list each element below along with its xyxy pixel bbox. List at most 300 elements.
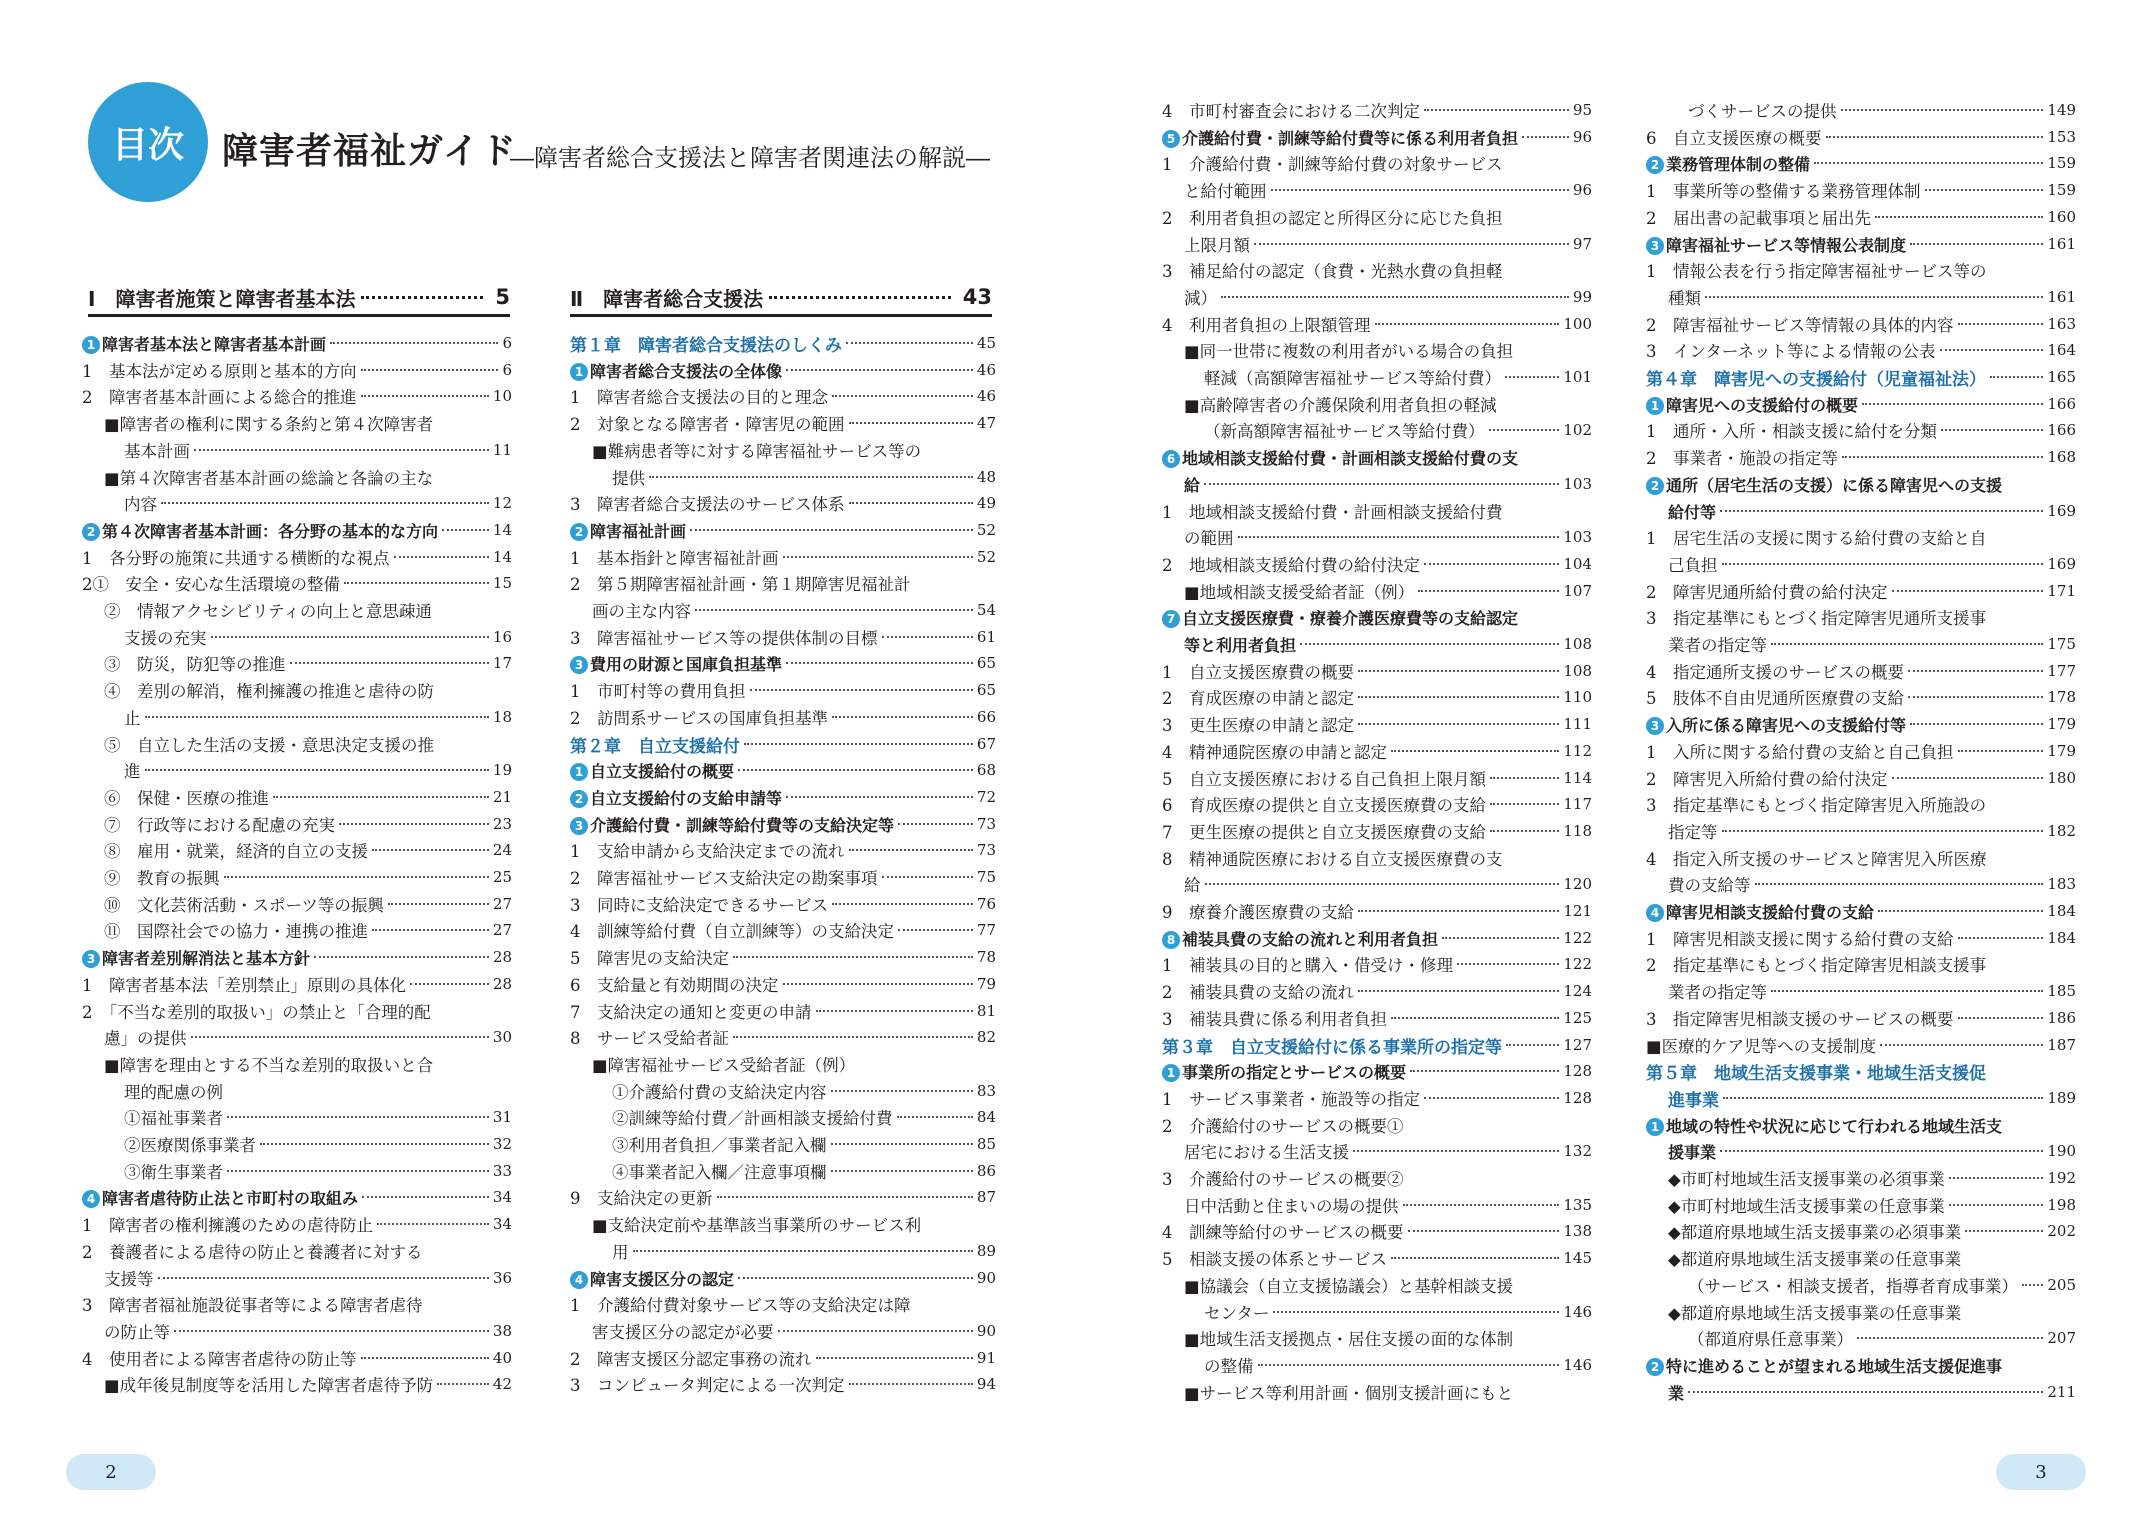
page-ref: 121 xyxy=(1563,902,1592,920)
entry-title: 5 肢体不自由児通所医療費の支給 xyxy=(1646,689,1904,708)
toc-section[interactable] xyxy=(1646,898,2076,924)
leader-dots xyxy=(145,716,489,718)
toc-entry[interactable] xyxy=(1668,551,2076,577)
toc-entry[interactable] xyxy=(1162,1005,1592,1031)
toc-entry[interactable] xyxy=(570,570,996,596)
toc-entry[interactable] xyxy=(104,837,512,863)
page-ref: 138 xyxy=(1563,1222,1592,1240)
leader-dots xyxy=(1862,403,2043,405)
toc-entry[interactable] xyxy=(570,1371,996,1397)
toc-entry[interactable] xyxy=(1688,1325,2076,1351)
entry-title: ◆都道府県地域生活支援事業の任意事業 xyxy=(1668,1250,1962,1269)
toc-entry[interactable] xyxy=(1668,978,2076,1004)
leader-dots xyxy=(410,983,489,985)
toc-entry[interactable] xyxy=(104,1024,512,1050)
toc-entry[interactable] xyxy=(104,464,512,490)
toc-section[interactable] xyxy=(570,650,996,676)
toc-entry[interactable] xyxy=(82,1238,512,1264)
leader-dots xyxy=(273,796,489,798)
page-ref: 87 xyxy=(976,1188,996,1206)
part-heading-1[interactable] xyxy=(88,280,510,317)
toc-entry[interactable] xyxy=(1668,1165,2076,1191)
toc-section[interactable] xyxy=(1646,1352,2076,1378)
toc-entry[interactable] xyxy=(1646,791,2076,817)
leader-dots xyxy=(1506,1044,1559,1046)
toc-entry[interactable] xyxy=(82,1211,512,1237)
toc-entry[interactable] xyxy=(612,464,996,490)
toc-entry[interactable] xyxy=(124,490,512,516)
toc-section[interactable] xyxy=(570,784,996,810)
toc-entry[interactable] xyxy=(82,1291,512,1317)
toc-entry[interactable] xyxy=(570,837,996,863)
toc-section[interactable] xyxy=(570,811,996,837)
toc-entry[interactable] xyxy=(104,597,512,623)
entry-title: ③利用者負担／事業者記入欄 xyxy=(612,1136,827,1155)
toc-entry[interactable] xyxy=(104,917,512,943)
toc-entry[interactable] xyxy=(104,650,512,676)
toc-entry[interactable] xyxy=(104,864,512,890)
section-number-icon: 3 xyxy=(570,817,588,835)
toc-section[interactable] xyxy=(1162,604,1592,630)
toc-entry[interactable] xyxy=(124,1104,512,1130)
entry-title: ■医療的ケア児等への支援制度 xyxy=(1646,1037,1877,1056)
toc-entry[interactable] xyxy=(570,1291,996,1317)
leader-dots xyxy=(1722,563,2044,565)
leader-dots xyxy=(361,296,483,299)
page-ref: 179 xyxy=(2047,715,2076,733)
toc-entry[interactable] xyxy=(1162,1218,1592,1244)
toc-entry[interactable] xyxy=(104,1265,512,1291)
entry-title: 1 各分野の施策に共通する横断的な視点 xyxy=(82,549,390,568)
toc-entry[interactable] xyxy=(1162,845,1592,871)
toc-section[interactable] xyxy=(570,517,996,543)
toc-entry[interactable] xyxy=(1162,1245,1592,1271)
toc-entry[interactable] xyxy=(1646,684,2076,710)
page-ref: 61 xyxy=(976,628,996,646)
toc-section[interactable] xyxy=(570,357,996,383)
entry-title: 3 補装具費に係る利用者負担 xyxy=(1162,1010,1387,1029)
toc-entry[interactable] xyxy=(1162,711,1592,737)
page-ref: 108 xyxy=(1563,662,1592,680)
toc-entry[interactable] xyxy=(612,1158,996,1184)
toc-entry[interactable] xyxy=(1162,978,1592,1004)
section-number-icon: 3 xyxy=(1646,237,1664,255)
leader-dots xyxy=(1771,990,2043,992)
page-ref: 10 xyxy=(492,387,512,405)
toc-section[interactable] xyxy=(1184,471,1592,497)
entry-title: 種類 xyxy=(1668,289,1701,308)
toc-entry[interactable] xyxy=(1668,1192,2076,1218)
toc-chapter[interactable] xyxy=(570,330,996,356)
section-number-icon: 3 xyxy=(570,656,588,674)
page-ref: 120 xyxy=(1563,875,1592,893)
section-number-icon: 1 xyxy=(1646,397,1664,415)
toc-entry[interactable] xyxy=(1162,204,1592,230)
toc-entry[interactable] xyxy=(1646,925,2076,951)
page-ref: 77 xyxy=(976,921,996,939)
toc-entry[interactable] xyxy=(104,677,512,703)
entry-title: ①福祉事業者 xyxy=(124,1109,223,1128)
toc-entry[interactable] xyxy=(1184,1379,1592,1405)
leader-dots xyxy=(816,1357,973,1359)
leader-dots xyxy=(738,769,973,771)
toc-entry[interactable] xyxy=(1646,337,2076,363)
toc-entry[interactable] xyxy=(82,357,512,383)
toc-entry[interactable] xyxy=(1184,1192,1592,1218)
toc-entry[interactable] xyxy=(1646,1005,2076,1031)
toc-entry[interactable] xyxy=(124,757,512,783)
toc-entry[interactable] xyxy=(1162,765,1592,791)
toc-entry[interactable] xyxy=(1184,177,1592,203)
entry-title: 2 障害児入所給付費の給付決定 xyxy=(1646,770,1888,789)
entry-title: 1 通所・入所・相談支援に給付を分類 xyxy=(1646,422,1937,441)
toc-entry[interactable] xyxy=(1646,311,2076,337)
toc-entry[interactable] xyxy=(1646,765,2076,791)
toc-entry[interactable] xyxy=(1688,97,2076,123)
toc-entry[interactable] xyxy=(570,864,996,890)
toc-entry[interactable] xyxy=(1162,150,1592,176)
entry-title: 9 支給決定の更新 xyxy=(570,1189,713,1208)
toc-entry[interactable] xyxy=(570,998,996,1024)
page-ref: 111 xyxy=(1563,715,1592,733)
toc-entry[interactable] xyxy=(1184,1325,1592,1351)
entry-title: 内容 xyxy=(124,495,157,514)
toc-section[interactable] xyxy=(570,1265,996,1291)
toc-section[interactable] xyxy=(1646,1112,2076,1138)
toc-entry[interactable] xyxy=(1162,898,1592,924)
entry-title: 提供 xyxy=(612,469,645,488)
toc-entry[interactable] xyxy=(570,891,996,917)
toc-chapter[interactable] xyxy=(1646,364,2076,390)
toc-entry[interactable] xyxy=(570,704,996,730)
entry-title: 8 精神通院医療における自立支援医療費の支 xyxy=(1162,850,1503,869)
page-ref: 175 xyxy=(2047,635,2076,653)
entry-title: と給付範囲 xyxy=(1184,182,1267,201)
toc-section[interactable] xyxy=(1646,231,2076,257)
leader-dots xyxy=(816,1010,973,1012)
toc-entry[interactable] xyxy=(104,1051,512,1077)
entry-title: 2 届出書の記載事項と届出先 xyxy=(1646,209,1871,228)
toc-entry[interactable] xyxy=(1646,845,2076,871)
page-ref: 202 xyxy=(2047,1222,2076,1240)
toc-entry[interactable] xyxy=(1668,1299,2076,1325)
toc-entry[interactable] xyxy=(1184,524,1592,550)
leader-dots xyxy=(1705,296,2043,298)
leader-dots xyxy=(1857,1337,2043,1339)
toc-entry[interactable] xyxy=(1668,871,2076,897)
toc-entry[interactable] xyxy=(612,1078,996,1104)
page-ref: 16 xyxy=(492,628,512,646)
leader-dots xyxy=(1910,243,2043,245)
toc-entry[interactable] xyxy=(570,1345,996,1371)
toc-entry[interactable] xyxy=(1162,791,1592,817)
toc-entry[interactable] xyxy=(1646,951,2076,977)
entry-title: 8 サービス受給者証 xyxy=(570,1029,729,1048)
toc-section[interactable] xyxy=(1668,498,2076,524)
entry-title: ■サービス等利用計画・個別支援計画にもと xyxy=(1184,1384,1514,1403)
toc-entry[interactable] xyxy=(592,597,996,623)
toc-section[interactable] xyxy=(1162,444,1592,470)
page-ref: 68 xyxy=(976,761,996,779)
toc-entry[interactable] xyxy=(570,383,996,409)
toc-section[interactable] xyxy=(82,1184,512,1210)
toc-entry[interactable] xyxy=(1162,498,1592,524)
page-ref: 128 xyxy=(1563,1062,1592,1080)
toc-entry[interactable] xyxy=(1668,631,2076,657)
leader-dots xyxy=(1875,216,2043,218)
toc-entry[interactable] xyxy=(1162,551,1592,577)
toc-entry[interactable] xyxy=(104,891,512,917)
entry-title: 2 第５期障害福祉計画・第１期障害児福祉計 xyxy=(570,575,911,594)
toc-entry[interactable] xyxy=(1162,97,1592,123)
toc-entry[interactable] xyxy=(592,1318,996,1344)
toc-entry[interactable] xyxy=(82,971,512,997)
toc-entry[interactable] xyxy=(1184,231,1592,257)
toc-section[interactable] xyxy=(1646,711,2076,737)
entry-title: 2 障害者基本計画による総合的推進 xyxy=(82,388,357,407)
toc-section[interactable] xyxy=(570,757,996,783)
toc-entry[interactable] xyxy=(1162,818,1592,844)
toc-entry[interactable] xyxy=(570,677,996,703)
page-ref: 186 xyxy=(2047,1009,2076,1027)
toc-entry[interactable] xyxy=(1646,124,2076,150)
entry-title: ⑨ 教育の振興 xyxy=(104,869,220,888)
leader-dots xyxy=(897,1116,973,1118)
leader-dots xyxy=(260,1143,489,1145)
toc-entry[interactable] xyxy=(1184,1138,1592,1164)
section-number-icon: 7 xyxy=(1162,610,1180,628)
toc-entry[interactable] xyxy=(124,437,512,463)
entry-title: 障害者虐待防止法と市町村の取組み xyxy=(102,1188,359,1208)
toc-entry[interactable] xyxy=(104,731,512,757)
toc-entry[interactable] xyxy=(82,998,512,1024)
toc-entry[interactable] xyxy=(1646,578,2076,604)
toc-entry[interactable] xyxy=(82,570,512,596)
toc-entry[interactable] xyxy=(570,490,996,516)
leader-dots xyxy=(1300,643,1559,645)
leader-dots xyxy=(1958,937,2044,939)
toc-entry[interactable] xyxy=(1162,1165,1592,1191)
toc-section[interactable] xyxy=(1668,1379,2076,1405)
toc-entry[interactable] xyxy=(592,1211,996,1237)
leader-dots xyxy=(1892,590,2044,592)
toc-entry[interactable] xyxy=(1204,417,1592,443)
toc-section[interactable] xyxy=(1162,1058,1592,1084)
toc-entry[interactable] xyxy=(1668,1218,2076,1244)
leader-dots xyxy=(1418,590,1559,592)
toc-entry[interactable] xyxy=(1668,284,2076,310)
toc-entry[interactable] xyxy=(1668,1245,2076,1271)
toc-entry[interactable] xyxy=(612,1104,996,1130)
toc-section[interactable] xyxy=(1646,391,2076,417)
leader-dots xyxy=(344,582,489,584)
toc-section[interactable] xyxy=(1184,631,1592,657)
toc-entry[interactable] xyxy=(570,917,996,943)
toc-entry[interactable] xyxy=(124,704,512,730)
toc-entry[interactable] xyxy=(124,1131,512,1157)
toc-chapter[interactable] xyxy=(1668,1085,2076,1111)
toc-section[interactable] xyxy=(1668,1138,2076,1164)
page-ref: 169 xyxy=(2047,555,2076,573)
leader-dots xyxy=(849,422,973,424)
entry-title: 第４次障害者基本計画：各分野の基本的な方向 xyxy=(102,521,439,541)
toc-entry[interactable] xyxy=(612,1238,996,1264)
entry-title: 1 地域相談支援給付費・計画相談支援給付費 xyxy=(1162,503,1503,522)
leader-dots xyxy=(1720,1150,2043,1152)
toc-entry[interactable] xyxy=(1646,604,2076,630)
leader-dots xyxy=(437,1383,489,1385)
toc-entry[interactable] xyxy=(570,1184,996,1210)
toc-entry[interactable] xyxy=(570,971,996,997)
toc-entry[interactable] xyxy=(1646,257,2076,283)
entry-title: ■地域生活支援拠点・居住支援の面的な体制 xyxy=(1184,1330,1514,1349)
toc-entry[interactable] xyxy=(1162,684,1592,710)
entry-title: ②訓練等給付費／計画相談支援給付費 xyxy=(612,1109,893,1128)
toc-entry[interactable] xyxy=(1184,1272,1592,1298)
page-ref: 177 xyxy=(2047,662,2076,680)
toc-entry[interactable] xyxy=(1162,1085,1592,1111)
toc-entry[interactable] xyxy=(570,624,996,650)
toc-section[interactable] xyxy=(1646,150,2076,176)
toc-entry[interactable] xyxy=(1204,1352,1592,1378)
entry-title: 地域の特性や状況に応じて行われる地域生活支 xyxy=(1666,1116,2003,1136)
toc-entry[interactable] xyxy=(82,383,512,409)
toc-section[interactable] xyxy=(1162,124,1592,150)
toc-entry[interactable] xyxy=(124,1158,512,1184)
entry-title: 障害福祉サービス等情報公表制度 xyxy=(1666,235,1907,255)
entry-title: 第５章 地域生活支援事業・地域生活支援促 xyxy=(1646,1063,1986,1084)
page-ref: 34 xyxy=(492,1188,512,1206)
part-heading-2[interactable] xyxy=(570,280,992,317)
section-number-icon: 2 xyxy=(570,790,588,808)
toc-entry[interactable] xyxy=(104,784,512,810)
leader-dots xyxy=(1490,830,1559,832)
toc-entry[interactable] xyxy=(1184,578,1592,604)
toc-entry[interactable] xyxy=(1646,738,2076,764)
toc-entry[interactable] xyxy=(104,811,512,837)
toc-entry[interactable] xyxy=(1668,818,2076,844)
entry-title: 3 指定障害児相談支援のサービスの概要 xyxy=(1646,1010,1954,1029)
toc-entry[interactable] xyxy=(124,624,512,650)
page-number-left: 2 xyxy=(66,1454,156,1490)
page-ref: 132 xyxy=(1563,1142,1592,1160)
entry-title: 補装具費の支給の流れと利用者負担 xyxy=(1182,929,1439,949)
toc-entry[interactable] xyxy=(1162,311,1592,337)
leader-dots xyxy=(1722,830,2044,832)
toc-section[interactable] xyxy=(82,330,512,356)
leader-dots xyxy=(778,1330,973,1332)
leader-dots xyxy=(1925,189,2044,191)
toc-entry[interactable] xyxy=(1204,364,1592,390)
page-ref: 183 xyxy=(2047,875,2076,893)
toc-entry[interactable] xyxy=(1184,284,1592,310)
toc-entry[interactable] xyxy=(1162,951,1592,977)
page-ref: 149 xyxy=(2047,101,2076,119)
page-ref: 28 xyxy=(492,975,512,993)
toc-chapter[interactable] xyxy=(570,731,996,757)
toc-entry[interactable] xyxy=(1204,1299,1592,1325)
toc-chapter[interactable] xyxy=(1162,1032,1592,1058)
toc-entry[interactable] xyxy=(1646,444,2076,470)
toc-entry[interactable] xyxy=(104,410,512,436)
entry-title: ③衛生事業者 xyxy=(124,1163,223,1182)
toc-section[interactable] xyxy=(1162,925,1592,951)
page-ref: 66 xyxy=(976,708,996,726)
toc-entry[interactable] xyxy=(570,1024,996,1050)
entry-title: 2 訪問系サービスの国庫負担基準 xyxy=(570,709,828,728)
entry-title: 2 障害福祉サービス等情報の具体的内容 xyxy=(1646,316,1954,335)
page-ref: 168 xyxy=(2047,448,2076,466)
toc-chapter[interactable] xyxy=(1646,1058,2076,1084)
toc-entry[interactable] xyxy=(1688,1272,2076,1298)
toc-entry[interactable] xyxy=(1646,204,2076,230)
entry-title: ■成年後見制度等を活用した障害者虐待予防 xyxy=(104,1376,434,1395)
toc-entry[interactable] xyxy=(592,1051,996,1077)
toc-entry[interactable] xyxy=(1646,417,2076,443)
toc-entry[interactable] xyxy=(124,1078,512,1104)
toc-entry[interactable] xyxy=(592,437,996,463)
toc-entry[interactable] xyxy=(570,944,996,970)
toc-entry[interactable] xyxy=(1184,871,1592,897)
toc-entry[interactable] xyxy=(1162,658,1592,684)
toc-entry[interactable] xyxy=(104,1371,512,1397)
entry-title: 2 地域相談支援給付費の給付決定 xyxy=(1162,556,1420,575)
entry-title: 1 支給申請から支給決定までの流れ xyxy=(570,842,845,861)
entry-title: ⑩ 文化芸術活動・スポーツ等の振興 xyxy=(104,896,384,915)
page-ref: 166 xyxy=(2047,395,2076,413)
toc-entry[interactable] xyxy=(104,1318,512,1344)
toc-entry[interactable] xyxy=(1184,391,1592,417)
toc-entry[interactable] xyxy=(1162,738,1592,764)
toc-entry[interactable] xyxy=(1184,337,1592,363)
toc-entry[interactable] xyxy=(1646,1032,2076,1058)
page-ref: 114 xyxy=(1563,769,1592,787)
toc-section[interactable] xyxy=(82,517,512,543)
page-ref: 81 xyxy=(976,1002,996,1020)
toc-entry[interactable] xyxy=(612,1131,996,1157)
toc-section[interactable] xyxy=(82,944,512,970)
leader-dots xyxy=(733,956,973,958)
page-ref: 14 xyxy=(492,521,512,539)
page-ref: 180 xyxy=(2047,769,2076,787)
toc-entry[interactable] xyxy=(1162,1112,1592,1138)
leader-dots xyxy=(1522,136,1569,138)
toc-entry[interactable] xyxy=(1646,658,2076,684)
entry-title: 障害児相談支援給付費の支給 xyxy=(1666,902,1875,922)
toc-entry[interactable] xyxy=(1646,177,2076,203)
leader-dots xyxy=(1720,510,2043,512)
page-ref: 85 xyxy=(976,1135,996,1153)
section-number-icon: 4 xyxy=(570,1271,588,1289)
leader-dots xyxy=(832,903,973,905)
entry-title: 2 育成医療の申請と認定 xyxy=(1162,689,1354,708)
toc-entry[interactable] xyxy=(1646,524,2076,550)
toc-entry[interactable] xyxy=(570,410,996,436)
entry-title: 理的配慮の例 xyxy=(124,1083,223,1102)
page-ref: 83 xyxy=(976,1082,996,1100)
toc-entry[interactable] xyxy=(1162,257,1592,283)
entry-title: 4 使用者による障害者虐待の防止等 xyxy=(82,1350,357,1369)
leader-dots xyxy=(738,1277,973,1279)
leader-dots xyxy=(750,689,973,691)
entry-title: 1 情報公表を行う指定障害福祉サービス等の xyxy=(1646,262,1987,281)
toc-section[interactable] xyxy=(1646,471,2076,497)
section-number-icon: 2 xyxy=(1646,1358,1664,1376)
toc-entry[interactable] xyxy=(82,1345,512,1371)
page-ref: 48 xyxy=(976,468,996,486)
toc-entry[interactable] xyxy=(82,544,512,570)
toc-entry[interactable] xyxy=(570,544,996,570)
